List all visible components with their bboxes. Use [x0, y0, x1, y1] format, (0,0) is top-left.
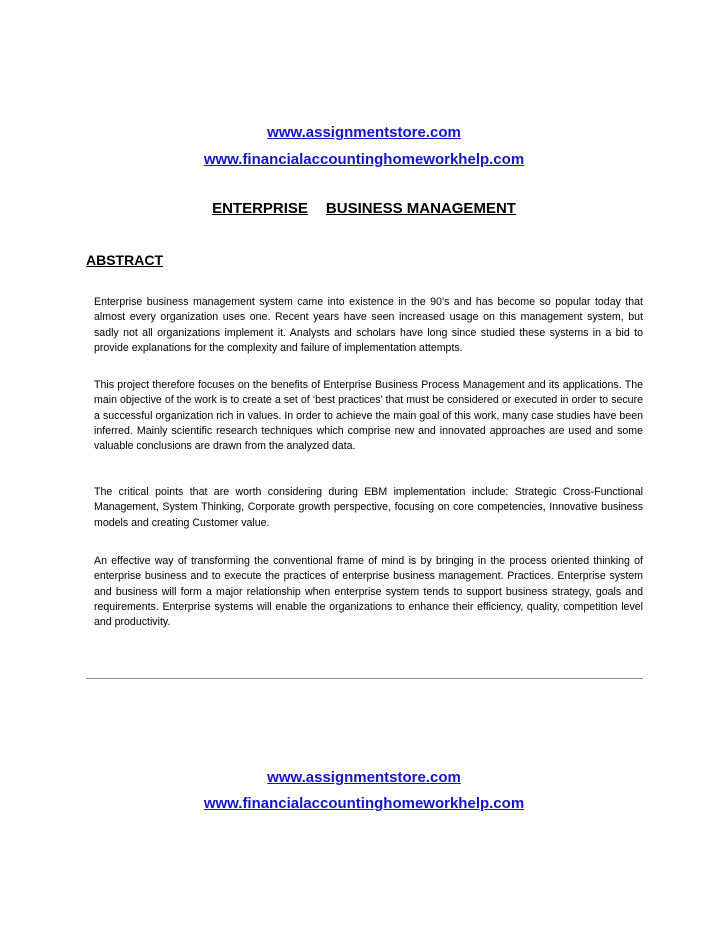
- header-link-assignmentstore[interactable]: www.assignmentstore.com: [267, 124, 461, 141]
- abstract-paragraph-3: The critical points that are worth considering during EBM implementation include: Strategic Cross-Functional Management, System Thinking, Corporate growth perspective, focusing on core competencies, Innovative business models and creating Customer value.: [94, 486, 643, 529]
- title-part-business-management: BUSINESS MANAGEMENT: [325, 200, 516, 217]
- document-title: [0, 200, 728, 217]
- abstract-paragraph-4: An effective way of transforming the conventional frame of mind is by bringing in the process oriented thinking of enterprise business and to execute the practices of enterprise business management. Practices. Enterprise system and business will form a major relationship when enterprise system tends to support business strategy, goals and requirements. Enterprise systems will enable the organizations to enhance their efficiency, quality, competition level and productivity.: [94, 555, 643, 629]
- abstract-heading: ABSTRACT: [86, 252, 163, 268]
- footer-link-financialaccounting[interactable]: www.financialaccountinghomeworkhelp.com: [203, 795, 525, 812]
- abstract-paragraph-2: This project therefore focuses on the benefits of Enterprise Business Process Management and its applications. The main objective of the work is to create a set of ‘best practices’ that must be considered or executed in order to secure a successful organization rich in values. In order to achieve the main goal of this work, many case studies have been inferred. Mainly scientific research techniques which comprise new and innovated approaches are used and some valuable conclusions are drawn from the analyzed data.: [94, 379, 643, 453]
- page-divider: [86, 678, 643, 679]
- abstract-paragraph-1: Enterprise business management system came into existence in the 90’s and has become so popular today that almost every organization uses one. Recent years have seen increased usage on this management system, but sadly not all organizations implement it. Analysts and scholars have long since studied these systems in a bid to provide explanations for the complexity and failure of implementation attempts.: [94, 296, 643, 354]
- title-part-enterprise: ENTERPRISE: [212, 200, 308, 217]
- footer-link-assignmentstore[interactable]: www.assignmentstore.com: [267, 769, 461, 786]
- header-link-financialaccounting[interactable]: www.financialaccountinghomeworkhelp.com: [203, 151, 525, 168]
